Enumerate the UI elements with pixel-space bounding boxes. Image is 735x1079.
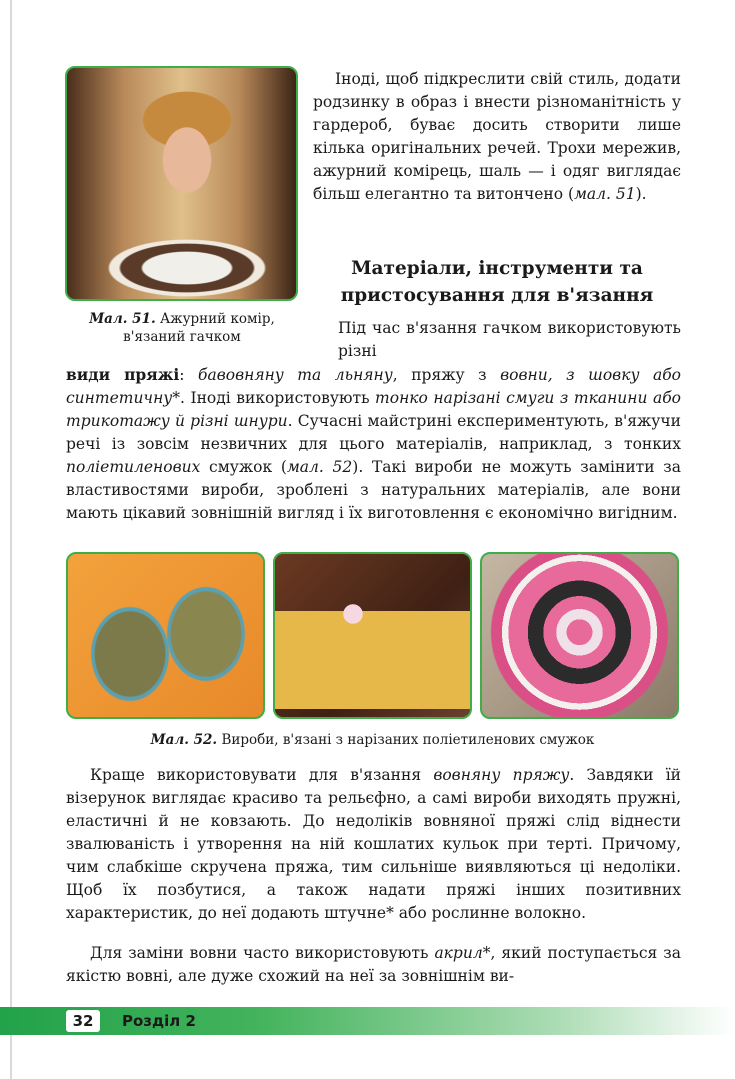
acrylic-paragraph (66, 942, 681, 988)
intro-text: Іноді, щоб підкреслити свій стиль, додати родзинку в образ і внести різноманітність у гардероб, буває досить створити лише кілька оригінальних речей. Трохи мережив, ажурний комірець, шаль — і одяг виглядає більш елегантно та витончено ( (313, 70, 681, 203)
page-edge-rule (10, 0, 12, 1079)
section-label: Розділ 2 (122, 1012, 196, 1030)
figure-51-caption-number: Мал. 51. (89, 311, 156, 327)
p2-polyethylene: поліетиленових (66, 458, 201, 476)
figure-52-caption (66, 731, 679, 749)
p4-acrylic: акрил* (434, 944, 491, 962)
p2-s7: ). Такі вироби не можуть замінити за властивостями вироби, зроблені з натуральних матеріалів, але вони мають цікавий зовнішній вигляд і їх виготовлення є економічно вигідним. (66, 458, 681, 522)
p2-s5: . Сучасні майстрині експериментують, в'яжучи речі із зовсім незвичних для цього матеріалів, наприклад, з тонких (66, 412, 681, 453)
footer-band (0, 1007, 735, 1035)
materials-paragraph (66, 317, 681, 525)
materials-paragraph-lead (66, 317, 681, 363)
page-number: 32 (66, 1010, 100, 1032)
p4-s1: Для заміни вовни часто використовують (90, 944, 435, 962)
p2-s4: . Іноді використовують (180, 389, 376, 407)
figure-51-caption-text: Ажурний комір, в'язаний гачком (123, 311, 275, 345)
figure-52-caption-text: Вироби, в'язані з нарізаних поліетиленових смужок (221, 732, 595, 748)
p3-s1: Краще використовувати для в'язання (90, 766, 434, 784)
section-heading: Матеріали, інструменти та пристосування для в'язання (340, 258, 654, 306)
intro-figure-ref: мал. 51 (574, 185, 636, 203)
p2-s1: Під час в'язання гачком використовують різні (338, 319, 681, 360)
figure-51-photo (65, 66, 298, 301)
p3-wool-yarn: вовняну пряжу (433, 766, 570, 784)
p3-s2: . Завдяки їй візерунок виглядає красиво та рельєфно, а самі вироби виходять пружні, еластичні й не ковзають. До недоліків вовняної пряжі слід віднести звалюваність і утворення на ній кошлатих кульок при терті. Причому, чим слабкіше скручена пряжа, тим сильніше виявляються ці недоліки. Щоб їх позбутися, а також надати пряжі інших позитивних характеристик, до неї додають штучне* або рослинне волокно. (66, 766, 681, 922)
figure-52-rug-photo (480, 552, 679, 719)
p2-s6: смужок ( (200, 458, 287, 476)
p2-yarn-types: види пряжі (66, 365, 180, 384)
figure-52-bag-photo (273, 552, 472, 719)
p2-cotton-linen: бавовняну та льняну (198, 366, 393, 384)
intro-end: ). (635, 185, 647, 203)
figure-52-caption-number: Мал. 52. (150, 732, 218, 748)
p2-fabric-strips: тонко нарізані смуги з тканини або трикотажу й різні шнури (66, 389, 682, 430)
intro-paragraph (313, 68, 681, 206)
p2-wool-silk: вовни, з шовку або синтетичну* (66, 366, 682, 407)
p4-s2: , який поступається за якістю вовні, але дуже схожий на неї за зовнішнім ви- (66, 944, 682, 985)
p2-s3: , пряжу з (392, 366, 501, 384)
figure-52-slippers-photo (66, 552, 265, 719)
p2-figure-ref: мал. 52 (286, 458, 353, 476)
p2-s2: : (179, 366, 199, 384)
wool-paragraph (66, 764, 681, 925)
